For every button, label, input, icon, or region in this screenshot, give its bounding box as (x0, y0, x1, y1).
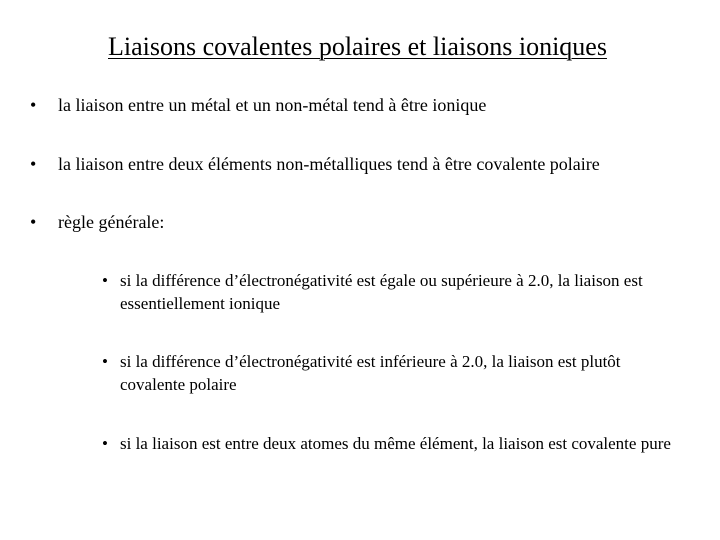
sub-bullet-text: si la différence d’électronégativité est inférieure à 2.0, la liaison est plutôt covalente polaire (120, 352, 621, 394)
bullet-text: la liaison entre un métal et un non-métal tend à être ionique (58, 95, 487, 115)
bullet-dot-icon: • (30, 212, 37, 232)
sub-bullet-item (102, 269, 672, 315)
bullet-item (30, 153, 680, 175)
sub-bullet-text: si la liaison est entre deux atomes du même élément, la liaison est covalente pure (120, 434, 671, 453)
sub-bullet-item (102, 350, 672, 396)
bullet-item (30, 211, 680, 233)
sub-bullet-dot-icon: • (102, 352, 108, 371)
bullet-dot-icon: • (30, 95, 37, 115)
bullet-dot-icon: • (30, 154, 37, 174)
bullet-text: la liaison entre deux éléments non-métalliques tend à être covalente polaire (58, 154, 600, 174)
sub-bullet-dot-icon: • (102, 271, 108, 290)
sub-bullet-dot-icon: • (102, 434, 108, 453)
slide-title: Liaisons covalentes polaires et liaisons ioniques (108, 32, 607, 61)
sub-bullet-item (102, 432, 672, 455)
bullet-item (30, 94, 680, 116)
bullet-text: règle générale: (58, 212, 165, 232)
sub-bullet-text: si la différence d’électronégativité est égale ou supérieure à 2.0, la liaison est essentiellement ionique (120, 271, 643, 313)
